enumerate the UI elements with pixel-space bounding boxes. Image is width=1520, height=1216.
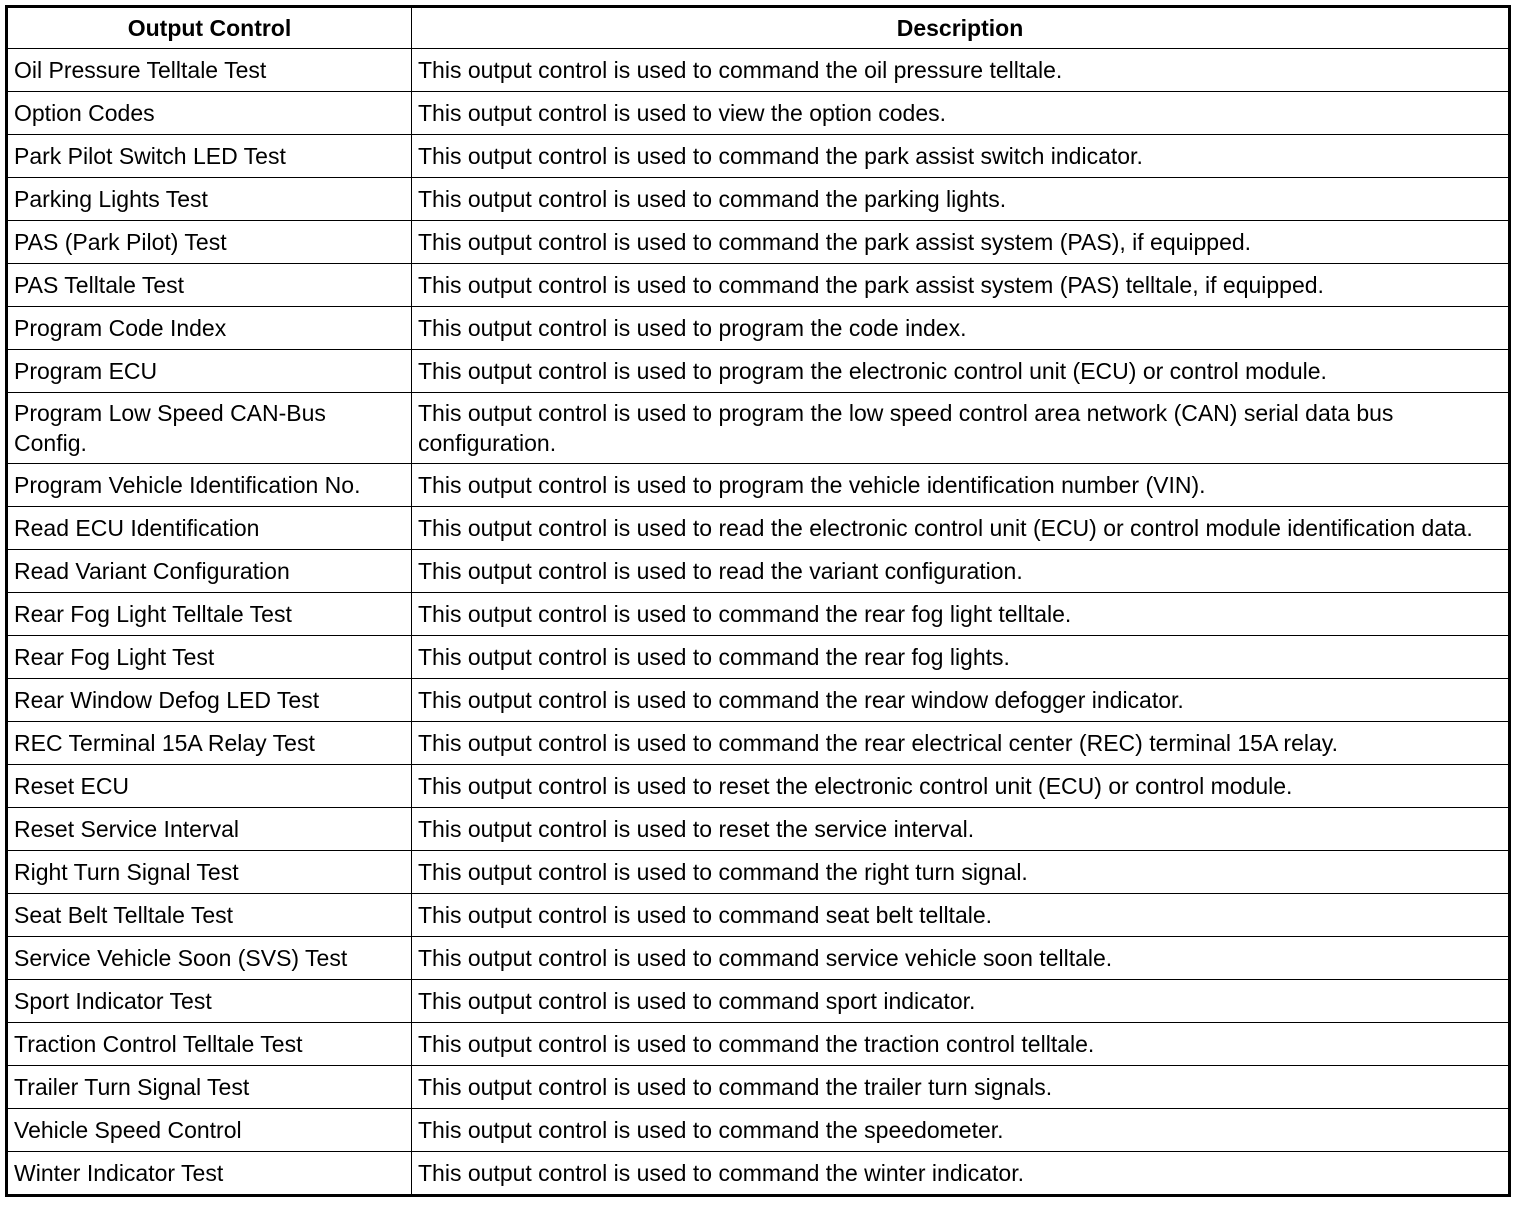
table-row <box>7 464 1510 507</box>
table-row <box>7 722 1510 765</box>
table-row <box>7 264 1510 307</box>
output-control-cell: Reset ECU <box>7 765 412 808</box>
table-row <box>7 636 1510 679</box>
output-control-cell: Trailer Turn Signal Test <box>7 1066 412 1109</box>
output-control-cell: Program Vehicle Identification No. <box>7 464 412 507</box>
output-control-cell: Program Low Speed CAN-Bus Config. <box>7 393 412 464</box>
table-row <box>7 765 1510 808</box>
description-cell: This output control is used to read the variant configuration. <box>412 550 1510 593</box>
description-cell: This output control is used to program the low speed control area network (CAN) serial data bus configuration. <box>412 393 1510 464</box>
table-row <box>7 1152 1510 1196</box>
description-cell: This output control is used to program the electronic control unit (ECU) or control module. <box>412 350 1510 393</box>
description-cell: This output control is used to command the rear fog lights. <box>412 636 1510 679</box>
table-header-row <box>7 7 1510 49</box>
description-cell: This output control is used to command the right turn signal. <box>412 851 1510 894</box>
description-cell: This output control is used to command sport indicator. <box>412 980 1510 1023</box>
output-control-cell: REC Terminal 15A Relay Test <box>7 722 412 765</box>
output-control-cell: Winter Indicator Test <box>7 1152 412 1196</box>
table-row <box>7 851 1510 894</box>
output-control-cell: Reset Service Interval <box>7 808 412 851</box>
description-cell: This output control is used to program the code index. <box>412 307 1510 350</box>
output-control-cell: Program Code Index <box>7 307 412 350</box>
table-row <box>7 894 1510 937</box>
output-control-cell: Read Variant Configuration <box>7 550 412 593</box>
output-control-cell: Vehicle Speed Control <box>7 1109 412 1152</box>
output-control-table <box>5 5 1511 1197</box>
output-control-cell: Rear Window Defog LED Test <box>7 679 412 722</box>
table-row <box>7 1023 1510 1066</box>
output-control-cell: Rear Fog Light Telltale Test <box>7 593 412 636</box>
description-cell: This output control is used to command seat belt telltale. <box>412 894 1510 937</box>
description-cell: This output control is used to command the park assist switch indicator. <box>412 135 1510 178</box>
output-control-cell: Seat Belt Telltale Test <box>7 894 412 937</box>
column-header-description: Description <box>412 7 1510 49</box>
table-row <box>7 178 1510 221</box>
table-row <box>7 550 1510 593</box>
table-row <box>7 507 1510 550</box>
description-cell: This output control is used to read the electronic control unit (ECU) or control module identification data. <box>412 507 1510 550</box>
output-control-cell: Program ECU <box>7 350 412 393</box>
output-control-cell: PAS (Park Pilot) Test <box>7 221 412 264</box>
table-row <box>7 135 1510 178</box>
description-cell: This output control is used to command the oil pressure telltale. <box>412 49 1510 92</box>
description-cell: This output control is used to command the park assist system (PAS), if equipped. <box>412 221 1510 264</box>
description-cell: This output control is used to command the speedometer. <box>412 1109 1510 1152</box>
output-control-cell: Read ECU Identification <box>7 507 412 550</box>
description-cell: This output control is used to command the park assist system (PAS) telltale, if equipped. <box>412 264 1510 307</box>
table-row <box>7 808 1510 851</box>
description-cell: This output control is used to program the vehicle identification number (VIN). <box>412 464 1510 507</box>
table-row <box>7 350 1510 393</box>
description-cell: This output control is used to command the traction control telltale. <box>412 1023 1510 1066</box>
output-control-cell: Parking Lights Test <box>7 178 412 221</box>
table-row <box>7 307 1510 350</box>
table-row <box>7 937 1510 980</box>
output-control-cell: Rear Fog Light Test <box>7 636 412 679</box>
description-cell: This output control is used to command the trailer turn signals. <box>412 1066 1510 1109</box>
table-body <box>7 49 1510 1196</box>
output-control-cell: Sport Indicator Test <box>7 980 412 1023</box>
column-header-output-control: Output Control <box>7 7 412 49</box>
description-cell: This output control is used to command the rear fog light telltale. <box>412 593 1510 636</box>
description-cell: This output control is used to command service vehicle soon telltale. <box>412 937 1510 980</box>
description-cell: This output control is used to command the winter indicator. <box>412 1152 1510 1196</box>
table-row <box>7 980 1510 1023</box>
table-row <box>7 593 1510 636</box>
table-row <box>7 92 1510 135</box>
table-row <box>7 679 1510 722</box>
output-control-cell: Option Codes <box>7 92 412 135</box>
description-cell: This output control is used to command the rear window defogger indicator. <box>412 679 1510 722</box>
output-control-cell: PAS Telltale Test <box>7 264 412 307</box>
description-cell: This output control is used to view the option codes. <box>412 92 1510 135</box>
description-cell: This output control is used to reset the electronic control unit (ECU) or control module. <box>412 765 1510 808</box>
description-cell: This output control is used to command the rear electrical center (REC) terminal 15A relay. <box>412 722 1510 765</box>
output-control-cell: Park Pilot Switch LED Test <box>7 135 412 178</box>
table-row <box>7 393 1510 464</box>
table-row <box>7 1109 1510 1152</box>
output-control-cell: Service Vehicle Soon (SVS) Test <box>7 937 412 980</box>
table-row <box>7 221 1510 264</box>
table-row <box>7 49 1510 92</box>
output-control-cell: Right Turn Signal Test <box>7 851 412 894</box>
description-cell: This output control is used to reset the service interval. <box>412 808 1510 851</box>
output-control-cell: Oil Pressure Telltale Test <box>7 49 412 92</box>
description-cell: This output control is used to command the parking lights. <box>412 178 1510 221</box>
table-row <box>7 1066 1510 1109</box>
output-control-cell: Traction Control Telltale Test <box>7 1023 412 1066</box>
